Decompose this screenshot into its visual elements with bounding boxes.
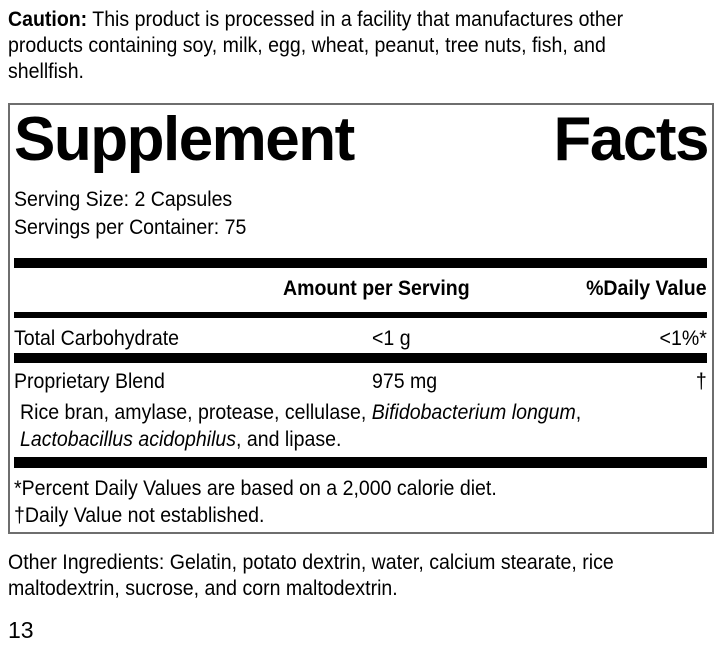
panel-title xyxy=(14,105,708,174)
blend-desc-species-2: Lactobacillus acidophilus xyxy=(20,428,237,451)
blend-desc-part-1: Rice bran, amylase, protease, cellulase, xyxy=(20,401,372,424)
divider-bar-under-header xyxy=(14,312,707,318)
page-number: 13 xyxy=(8,617,34,643)
caution-line-1-rest: This product is processed in a facility that manufactures other xyxy=(87,8,624,31)
other-ingredients-line-2: maltodextrin, sucrose, and corn maltodextrin. xyxy=(8,577,398,600)
blend-desc-part-2: , xyxy=(575,401,582,424)
blend-description-line-2 xyxy=(20,427,341,453)
nutrient-row-amount-total-carbohydrate: <1 g xyxy=(372,327,411,350)
blend-desc-part-3: , and lipase. xyxy=(236,428,342,451)
nutrient-row-name-proprietary-blend: Proprietary Blend xyxy=(14,370,165,393)
divider-bar-thick-bottom xyxy=(14,457,707,468)
servings-per-container: Servings per Container: 75 xyxy=(14,216,247,239)
caution-line-3: shellfish. xyxy=(8,60,84,83)
nutrient-row-dv-total-carbohydrate: <1%* xyxy=(659,327,707,350)
other-ingredients-line-1: Other Ingredients: Gelatin, potato dextrin, water, calcium stearate, rice xyxy=(8,551,614,574)
other-ingredients-text xyxy=(8,550,659,602)
blend-description-line-1 xyxy=(20,400,581,426)
divider-bar-mid xyxy=(14,353,707,363)
panel-title-word-supplement: Supplement xyxy=(14,105,354,174)
panel-title-word-facts: Facts xyxy=(553,105,708,174)
footnote-percent-daily-values: *Percent Daily Values are based on a 2,000 calorie diet. xyxy=(14,477,497,500)
caution-line-2: products containing soy, milk, egg, wheat, peanut, tree nuts, fish, and xyxy=(8,34,606,57)
divider-bar-thick-top xyxy=(14,258,707,268)
blend-desc-species-1: Bifidobacterium longum xyxy=(371,401,576,424)
nutrient-row-name-total-carbohydrate: Total Carbohydrate xyxy=(14,327,180,350)
column-header-amount-per-serving: Amount per Serving xyxy=(283,277,470,300)
footnote-daily-value-not-established: †Daily Value not established. xyxy=(14,504,265,527)
caution-line-1 xyxy=(8,7,623,33)
column-header-daily-value: %Daily Value xyxy=(586,277,707,300)
caution-label: Caution: xyxy=(8,8,88,31)
nutrient-row-dv-proprietary-blend-dagger: † xyxy=(696,370,707,393)
nutrient-row-amount-proprietary-blend: 975 mg xyxy=(372,370,438,393)
supplement-facts-panel xyxy=(8,103,714,534)
serving-size: Serving Size: 2 Capsules xyxy=(14,188,233,211)
caution-text xyxy=(8,7,669,85)
